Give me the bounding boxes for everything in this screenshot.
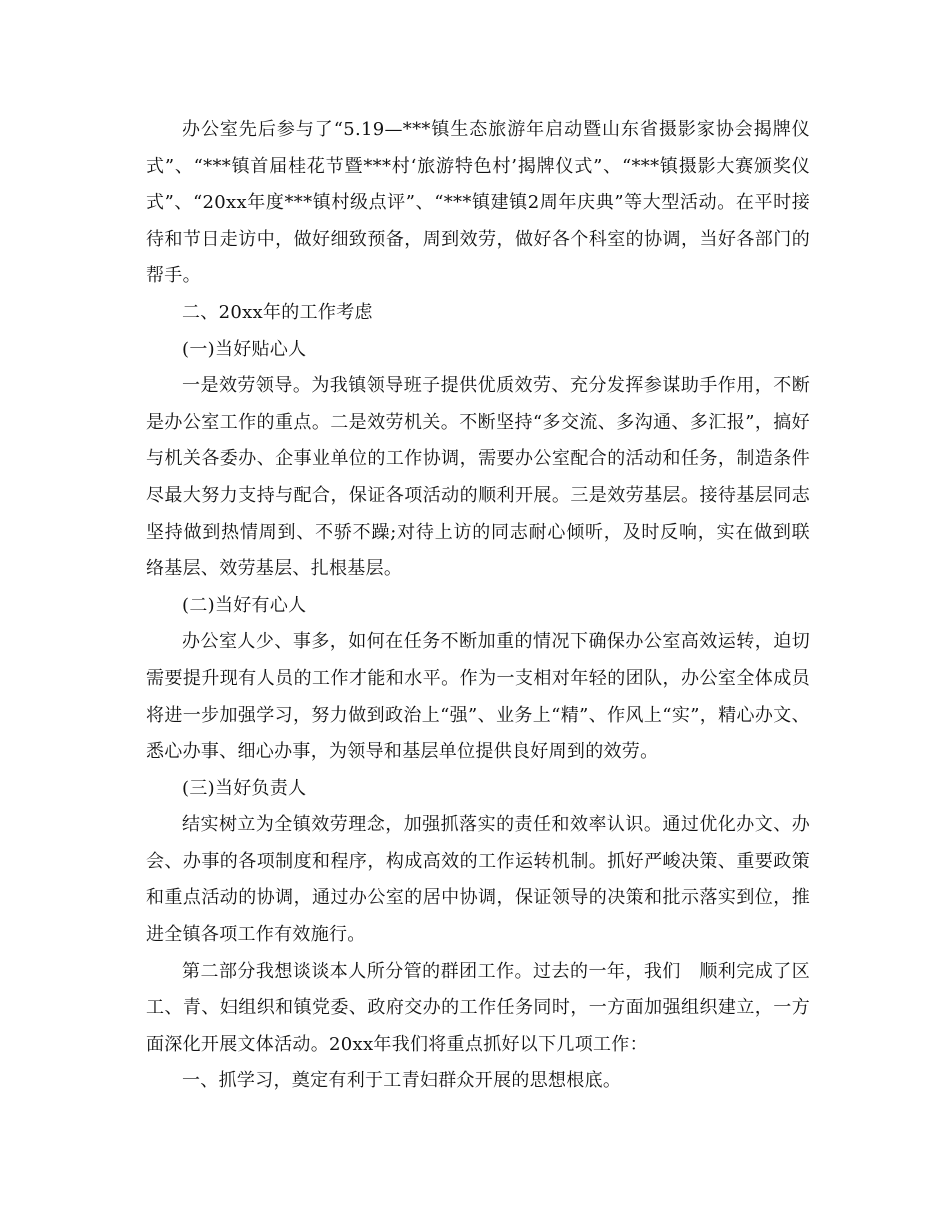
paragraph-activities: 办公室先后参与了“5.19—***镇生态旅游年启动暨山东省摄影家协会揭牌仪式”、“***镇首届桂花节暨***村‘旅游特色村’揭牌仪式”、“***镇摄影大赛颁奖仪式”、“20xx年度***镇村级点评”、“***镇建镇2周年庆典”等大型活动。在平时接待和节日走访中，做好细致预备，周到效劳，做好各个科室的协调，当好各部门的帮手。 (146, 119, 810, 287)
subheading-responsible-person: (三)当好负责人 (182, 777, 307, 799)
subheading-caring-person: (一)当好贴心人 (182, 338, 307, 360)
paragraph-team-learning: 办公室人少、事多，如何在任务不断加重的情况下确保办公室高效运转，迫切需要提升现有人员的工作才能和水平。作为一支相对年轻的团队，办公室全体成员将进一步加强学习，努力做到政治上“强”、业务上“精”、作风上“实”，精心办文、悉心办事、细心办事，为领导和基层单位提供良好周到的效劳。 (146, 631, 810, 763)
section-heading-work-plan: 二、20xx年的工作考虑 (182, 301, 373, 323)
document-body (146, 112, 810, 1100)
paragraph-group-work: 第二部分我想谈谈本人所分管的群团工作。过去的一年，我们 顺利完成了区工、青、妇组织和镇党委、政府交办的工作任务同时，一方面加强组织建立，一方面深化开展文体活动。20xx年我们将重点抓好以下几项工作： (146, 960, 810, 1055)
paragraph-service: 一是效劳领导。为我镇领导班子提供优质效劳、充分发挥参谋助手作用，不断是办公室工作的重点。二是效劳机关。不断坚持“多交流、多沟通、多汇报”，搞好与机关各委办、企事业单位的工作协调，需要办公室配合的活动和任务，制造条件尽最大努力支持与配合，保证各项活动的顺利开展。三是效劳基层。接待基层同志坚持做到热情周到、不骄不躁;对待上访的同志耐心倾听，及时反响，实在做到联络基层、效劳基层、扎根基层。 (146, 375, 810, 580)
paragraph-study-item: 一、抓学习，奠定有利于工青妇群众开展的思想根底。 (182, 1070, 622, 1092)
paragraph-efficiency: 结实树立为全镇效劳理念，加强抓落实的责任和效率认识。通过优化办文、办会、办事的各项制度和程序，构成高效的工作运转机制。抓好严峻决策、重要政策和重点活动的协调，通过办公室的居中协调，保证领导的决策和批示落实到位，推进全镇各项工作有效施行。 (146, 814, 810, 946)
subheading-attentive-person: (二)当好有心人 (182, 594, 307, 616)
